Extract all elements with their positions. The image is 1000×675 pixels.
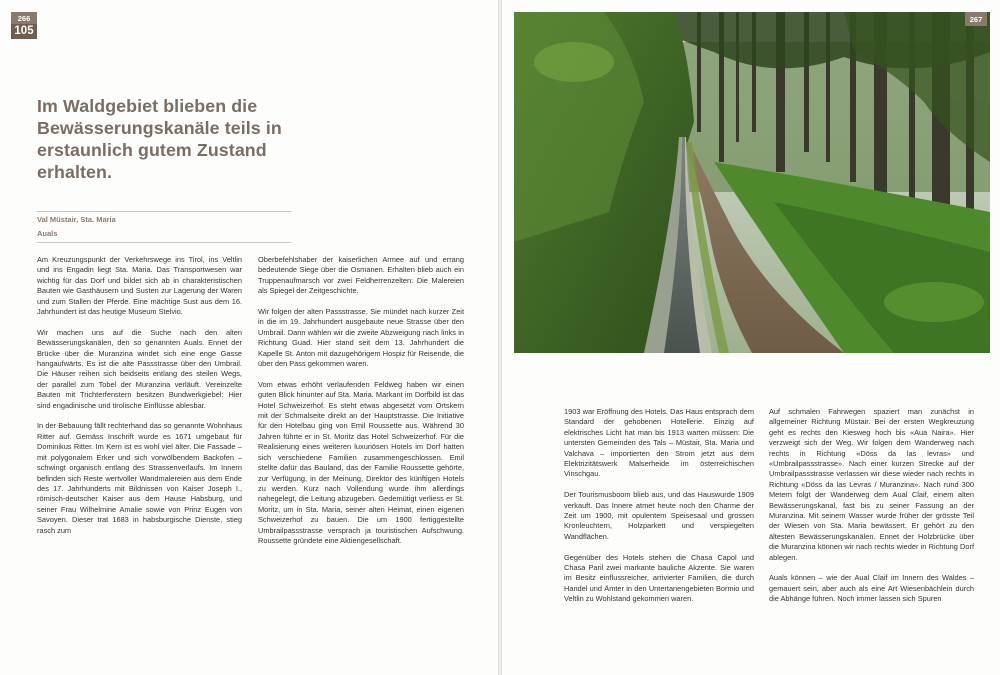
chapter-number: 105 (11, 24, 37, 39)
divider-top (37, 211, 291, 212)
left-page (0, 0, 498, 675)
paragraph: Oberbefehlshaber der kaiserlichen Armee auf und errang bedeutende Siege über die Osmanen. Erhalten blieb auch ein Truppenaufmarsch vor zwei Feldherrenzelten: Die Malereien als Spiegel der Zeitgeschichte. (258, 255, 464, 296)
paragraph: Auf schmalen Fahrwegen spaziert man zunächst in allgemeiner Richtung Müstair. Bei der ersten Wegkreuzung geht es rechts den Kiesweg hoch bis «Aua Naira». Hier verzweigt sich der Weg. Wir folgen dem Wanderweg nach rechts in Richtung «Döss da las levras» und «Umbrailpassstrasse». Nach einer kurzen Strecke auf der Umbrailpassstrasse verlassen wir diese wieder nach rechts in Richtung «Döss da las Levras / Muranzina». Nach rund 300 Metern folgt der Wanderweg dem Aual Claif, einem alten Bewässerungskanal, fast bis zu seiner Fassung an der Muranzina. Mit seinem Wasser wurde früher der grösste Teil der Wiesen von Sta. Maria bewässert. Er gehört zu den ältesten Bewässerungskanälen. Ennet der Holzbrücke über die Muranzina können wir nach rechts wieder in Richtung Dorf ablegen. (769, 407, 974, 562)
page-number-box-right (965, 12, 987, 26)
left-column-1 (37, 255, 242, 546)
page-number-left: 266 (17, 14, 31, 23)
paragraph: Wir folgen der alten Passstrasse. Sie mündet nach kurzer Zeit in die im 19. Jahrhundert ausgebaute neue Strasse über den Umbrail. Dann wählen wir die zweite Abzweigung nach links in Richtung Guad. Hier stand seit dem 13. Jahrhundert die Kapelle St. Anton mit dazugehörigem Hospiz für Reisende, die über den Pass gekommen waren. (258, 307, 464, 369)
paragraph: Am Kreuzungspunkt der Verkehrswege ins Tirol, ins Veltlin und ins Engadin liegt Sta. Maria. Das Transportwesen war wichtig für das Dorf und bildet sich ab in charakteristischen Bauten wie Gasthäusern und Susten zur Lagerung der Waren und zum Stallen der Pferde. Eine mächtige Sust aus dem 16. Jahrhundert ist das heutige Museum Stelvio. (37, 255, 242, 317)
paragraph: 1903 war Eröffnung des Hotels. Das Haus entsprach dem Standard der gehobenen Hotellerie. Einzig auf elektrisches Licht hat man bis 1913 warten müssen: Die untersten Gemeinden des Tals – Müstair, Sta. Maria und Valchava – importierten den Strom jetzt aus dem Elektrizitätswerk Malserheide im österreichischen Vinschgau. (564, 407, 754, 479)
paragraph: Auals können – wie der Aual Claif im Innern des Waldes – gemauert sein, aber auch als eine Art Wiesenbächlein durch die Abhänge führen. Noch immer lassen sich Spuren (769, 573, 974, 604)
paragraph: Wir machen uns auf die Suche nach den alten Bewässerungskanälen, den so genannten Auals. Ennet der Brücke über die Muranzina windet sich eine enge Gasse hangaufwärts. Es ist die alte Passstrasse über den Umbrail. Die Häuser reihen sich beidseits entlang des steilen Wegs, der parallel zum Tobel der Muranzina verläuft. Vereinzelte Bauten mit Trichterfenstern besitzen Bundwerkgiebel: Hier sind engadinische und tirolische Einflüsse ablesbar. (37, 327, 242, 410)
paragraph: Gegenüber des Hotels stehen die Chasa Capol und Chasa Paril zwei markante bauliche Akzente. Sie waren im Besitz einflussreicher, arrivierter Familien, die durch Handel und Ämter in den Untertanengebieten Bormio und Veltlin zu Wohlstand gekommen waren. (564, 552, 754, 604)
topic-label: Auals (37, 229, 58, 238)
right-column-2 (769, 407, 974, 615)
page-number-box-left (11, 12, 37, 39)
forest-canal-photo (514, 12, 990, 353)
page-number-right: 267 (969, 15, 983, 24)
right-page (502, 0, 1000, 675)
paragraph: Vom etwas erhöht verlaufenden Feldweg haben wir einen guten Blick hinunter auf Sta. Maria. Markant im Dorfbild ist das Hotel Schweizerhof. Es steht etwas abgesetzt vom Ortskern mit der Schmalseite direkt an der Hauptstrasse. Die Initiative für den Hotelbau ging von Emil Roussette aus. Während 30 Jahren führte er in St. Moritz das Hotel Schweizerhof. Für die Realisierung eines weiteren luxuriösen Hotels im Dorf hatten sich verschiedene Familien zusammengeschlossen. Emil stellte dafür das Bauland, das der Familie Roussette gehörte, zur Verfügung, in der Meinung, Direktor des künftigen Hotels zu werden. Kurz nach Vollendung wurde ihm allerdings nahegelegt, die Leitung abzugeben. Gedemütigt verliess er St. Moritz, um in Sta. Maria, seiner alten Heimat, einen eigenen Schweizerhof zu bauen. Die um 1900 fertiggestellte Umbrailpassstrasse versprach ja touristischen Aufschwung. Roussette gründete eine Aktiengesellschaft. (258, 379, 464, 545)
paragraph: Der Tourismusboom blieb aus, und das Hauswurde 1909 verkauft. Das Innere atmet heute noch den Charme der Zeit um 1900, mit opulentem Speisesaal und grossen Kronleuchtern, Holzparkett und verspiegelten Wandflächen. (564, 490, 754, 541)
right-column-1 (564, 407, 754, 615)
headline: Im Waldgebiet blieben die Bewässerungskanäle teils in erstaunlich gutem Zustand erhalten. (37, 96, 282, 182)
left-column-2 (258, 255, 464, 557)
paragraph: In der Bebauung fällt rechterhand das so genannte Wohnhaus Ritter auf. Gemäss Inschrift wurde es 1671 umgebaut für Dominikus Ritter. Im Kern ist es wohl viel älter. Die Fassade – mit polygonalem Erker und sich vorwölbendem Backofen – schwingt organisch entlang des Strassenverlaufs. Im Innern befinden sich Reste wertvoller Wandmalereien aus dem Ende des 17. Jahrhunderts mit Bildnissen von Kaiser Joseph I., römisch-deutscher Kaiser aus dem Hause Habsburg, und seiner Frau Wilhelmine Amalie sowie von Prinz Eugen von Savoyen. Dieser trat 1683 in habsburgische Dienste, stieg rasch zum (37, 421, 242, 535)
divider-bottom (37, 242, 291, 243)
location-label: Val Müstair, Sta. Maria (37, 215, 116, 224)
